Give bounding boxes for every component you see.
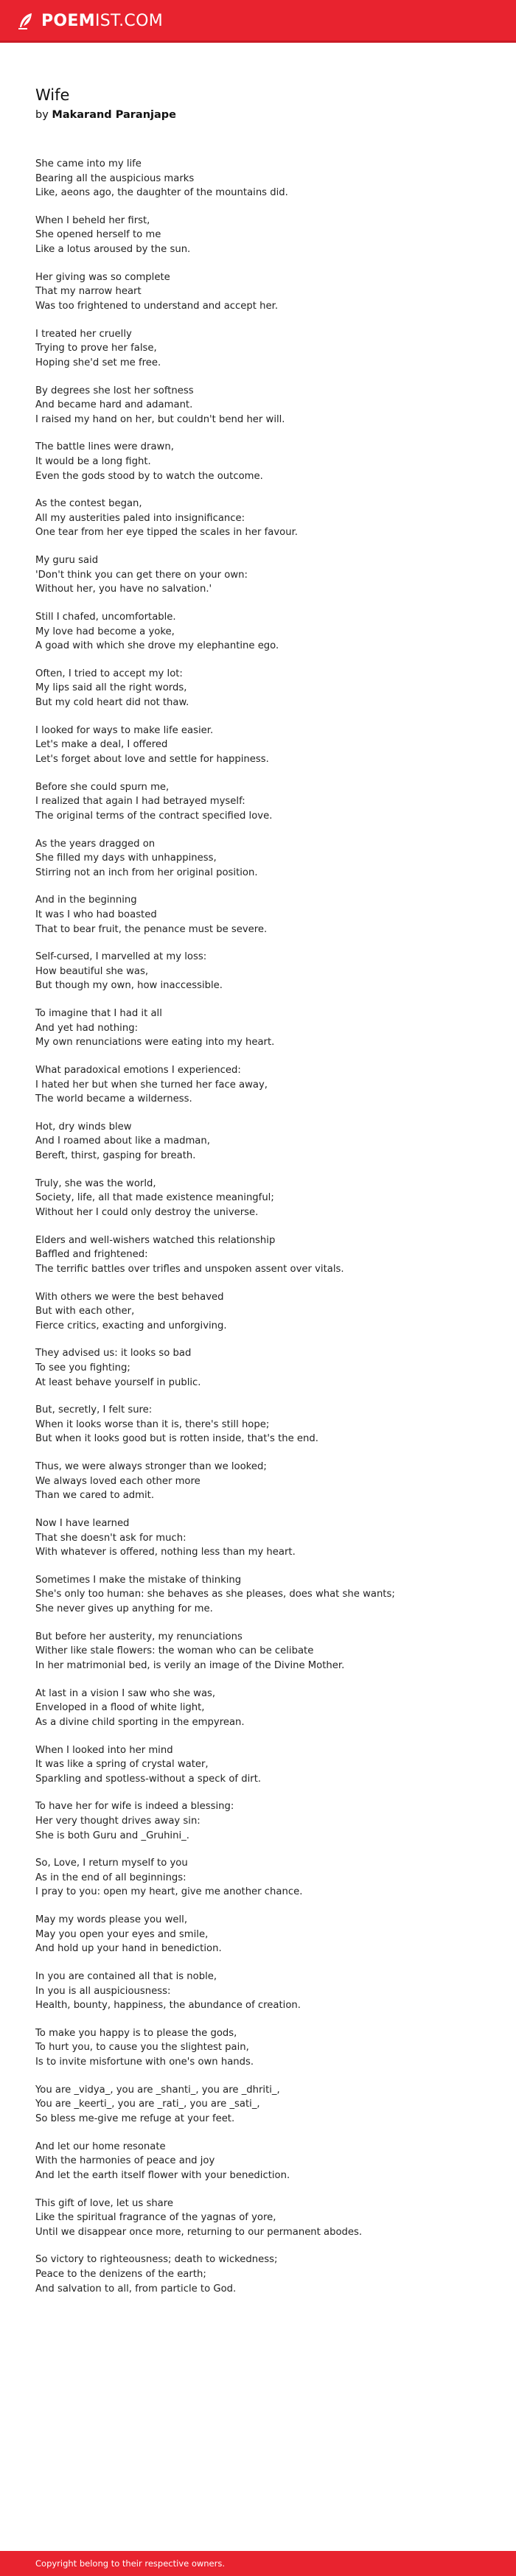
poem-line: Her giving was so complete (35, 271, 170, 283)
poem-line: Trying to prove her false, (35, 343, 157, 354)
poem-line: But my cold heart did not thaw. (35, 697, 189, 709)
stanza (35, 837, 492, 881)
poem-line: Without her, you have no salvation.' (35, 584, 212, 595)
poem-line: Even the gods stood by to watch the outcome. (35, 470, 263, 482)
poem-line: But though my own, how inaccessible. (35, 980, 223, 992)
poem-line: Than we cared to admit. (35, 1490, 155, 1502)
poem-line: My lips said all the right words, (35, 682, 187, 694)
poem-line: Her very thought drives away sin: (35, 1815, 201, 1827)
poem-line: Like a lotus aroused by the sun. (35, 244, 191, 256)
poem-line: To hurt you, to cause you the slightest pain, (35, 2042, 249, 2054)
brand-strong: POEM (41, 12, 95, 30)
poem-line: But when it looks good but is rotten inside, that's the end. (35, 1433, 318, 1445)
stanza (35, 780, 492, 824)
stanza (35, 610, 492, 654)
poem-line: So, Love, I return myself to you (35, 1858, 188, 1869)
poem-line: With others we were the best behaved (35, 1291, 224, 1303)
poem-line: Sparkling and spotless-without a speck of dirt. (35, 1773, 262, 1785)
poem-line: Elders and well-wishers watched this relationship (35, 1234, 276, 1246)
poem-line: Until we disappear once more, returning to our permanent abodes. (35, 2226, 363, 2238)
site-logo[interactable] (16, 11, 163, 32)
poem-line: It was I who had boasted (35, 909, 157, 920)
stanza (35, 950, 492, 993)
poem-line: Bearing all the auspicious marks (35, 172, 195, 184)
poem-line: Let's make a deal, I offered (35, 739, 168, 751)
stanza (35, 1799, 492, 1843)
poem-line: By degrees she lost her softness (35, 385, 194, 396)
poem-line: Still I chafed, uncomfortable. (35, 612, 176, 623)
byline-prefix: by (35, 109, 49, 121)
poem-line: In her matrimonial bed, is verily an image of the Divine Mother. (35, 1659, 345, 1671)
poem-line: Sometimes I make the mistake of thinking (35, 1574, 242, 1586)
poem-line: In you are contained all that is noble, (35, 1971, 217, 1982)
stanza (35, 1516, 492, 1560)
poem-line: So bless me-give me refuge at your feet. (35, 2113, 235, 2124)
poem-line: It would be a long fight. (35, 455, 151, 467)
poem-line: Society, life, all that made existence meaningful; (35, 1192, 274, 1204)
poem-line: You are _vidya_, you are _shanti_, you are _dhriti_, (35, 2084, 280, 2096)
poem-line: She never gives up anything for me. (35, 1603, 213, 1615)
copyright-notice: Copyright belong to their respective owners. (35, 2558, 226, 2569)
stanza (35, 157, 492, 200)
poem-line: This gift of love, let us share (35, 2197, 174, 2209)
stanza (35, 1687, 492, 1730)
poem-line: May my words please you well, (35, 1914, 188, 1926)
poem-line: Truly, she was the world, (35, 1177, 156, 1189)
poem-line: And in the beginning (35, 895, 137, 906)
poem-line: With whatever is offered, nothing less than my heart. (35, 1547, 296, 1558)
stanza (35, 270, 492, 314)
poem-line: And let our home resonate (35, 2141, 166, 2152)
poem-line: All my austerities paled into insignificance: (35, 512, 245, 524)
stanza (35, 2197, 492, 2240)
poem-line: Hot, dry winds blew (35, 1121, 132, 1133)
poem-body (35, 157, 492, 2309)
poem-line: I pray to you: open my heart, give me another chance. (35, 1886, 303, 1898)
poem-line: The world became a wilderness. (35, 1093, 192, 1105)
poem-line: May you open your eyes and smile, (35, 1928, 209, 1940)
poem-line: My own renunciations were eating into my heart. (35, 1037, 275, 1049)
poem-line: Fierce critics, exacting and unforgiving. (35, 1320, 227, 1331)
stanza (35, 1856, 492, 1900)
poem-line: That to bear fruit, the penance must be severe. (35, 923, 268, 935)
poem-line: Is to invite misfortune with one's own hands. (35, 2057, 254, 2068)
poem-line: You are _keerti_, you are _rati_, you are _sati_, (35, 2099, 260, 2110)
poem-line: To see you fighting; (35, 1362, 130, 1373)
site-header (0, 0, 516, 43)
stanza (35, 724, 492, 767)
stanza (35, 2140, 492, 2183)
poem-line: One tear from her eye tipped the scales in her favour. (35, 527, 298, 539)
poem-line: I hated her but when she turned her face away, (35, 1079, 268, 1091)
poem-line: As in the end of all beginnings: (35, 1872, 186, 1883)
stanza (35, 1743, 492, 1787)
poem-line: In you is all auspiciousness: (35, 1985, 171, 1997)
poem-line: And salvation to all, from particle to God. (35, 2283, 237, 2295)
poem-line: At least behave yourself in public. (35, 1376, 201, 1388)
stanza (35, 2026, 492, 2070)
poem-line: Peace to the denizens of the earth; (35, 2268, 206, 2280)
poem-line: Now I have learned (35, 1518, 130, 1529)
poem-line: I treated her cruelly (35, 328, 132, 340)
stanza (35, 1403, 492, 1446)
poem-line: Health, bounty, happiness, the abundance of creation. (35, 2000, 301, 2012)
poem-line: My guru said (35, 555, 99, 567)
poem-line: That she doesn't ask for much: (35, 1532, 186, 1544)
poem-line: My love had become a yoke, (35, 626, 175, 637)
stanza (35, 214, 492, 257)
poem-line: Wither like stale flowers: the woman who can be celibate (35, 1645, 314, 1657)
poem-title: Wife (35, 86, 70, 104)
poem-line: How beautiful she was, (35, 965, 149, 977)
poem-line: The terrific battles over trifles and unspoken assent over vitals. (35, 1263, 344, 1275)
stanza (35, 1063, 492, 1107)
poem-line: At last in a vision I saw who she was, (35, 1687, 216, 1699)
stanza (35, 440, 492, 483)
brand-light: IST.COM (94, 12, 163, 30)
stanza (35, 2083, 492, 2127)
poem-line: As the contest began, (35, 498, 142, 510)
poem-line: She filled my days with unhappiness, (35, 853, 217, 864)
poem-line: And became hard and adamant. (35, 399, 193, 411)
stanza (35, 667, 492, 710)
stanza (35, 1346, 492, 1390)
poem-line: Like the spiritual fragrance of the yagnas of yore, (35, 2212, 276, 2224)
stanza (35, 553, 492, 597)
poem-line: But, secretly, I felt sure: (35, 1404, 153, 1416)
stanza (35, 1233, 492, 1277)
poem-line: A goad with which she drove my elephantine ego. (35, 640, 279, 652)
poem-line: She opened herself to me (35, 229, 161, 241)
poem-line: Baffled and frightened: (35, 1249, 148, 1261)
stanza (35, 1630, 492, 1673)
poem-line: She's only too human: she behaves as she pleases, does what she wants; (35, 1589, 395, 1600)
poem-line: With the harmonies of peace and joy (35, 2155, 215, 2167)
poem-line: Let's forget about love and settle for happiness. (35, 753, 269, 765)
poem-line: Stirring not an inch from her original position. (35, 867, 258, 878)
stanza (35, 1913, 492, 1956)
stanza (35, 1573, 492, 1617)
poem-line: Like, aeons ago, the daughter of the mountains did. (35, 187, 288, 199)
poem-line: Self-cursed, I marvelled at my loss: (35, 951, 207, 963)
stanza (35, 384, 492, 427)
poem-line: As the years dragged on (35, 838, 156, 850)
poem-line: Bereft, thirst, gasping for breath. (35, 1150, 196, 1162)
poem-line: And let the earth itself flower with your benediction. (35, 2169, 290, 2181)
stanza (35, 497, 492, 540)
poem-line: And yet had nothing: (35, 1022, 139, 1034)
poem-line: When I beheld her first, (35, 214, 150, 226)
poem-line: I realized that again I had betrayed myself: (35, 796, 245, 808)
poem-line: So victory to righteousness; death to wickedness; (35, 2254, 278, 2266)
poem-line: And hold up your hand in benediction. (35, 1943, 222, 1955)
poem-line: I raised my hand on her, but couldn't bend her will. (35, 413, 285, 425)
poem-line: It was like a spring of crystal water, (35, 1759, 209, 1771)
site-footer (0, 2551, 516, 2576)
poem-line: As a divine child sporting in the empyrean. (35, 1716, 245, 1728)
poem-line: Hoping she'd set me free. (35, 357, 161, 368)
poem-line: They advised us: it looks so bad (35, 1348, 192, 1359)
stanza (35, 1177, 492, 1220)
poem-line: To have her for wife is indeed a blessing: (35, 1801, 234, 1813)
poem-line: But before her austerity, my renunciations (35, 1631, 243, 1642)
stanza (35, 1970, 492, 2013)
stanza (35, 1120, 492, 1163)
poem-line: We always loved each other more (35, 1475, 201, 1487)
poem-line: That my narrow heart (35, 286, 142, 298)
poem-line: What paradoxical emotions I experienced: (35, 1065, 241, 1076)
poem-line: When I looked into her mind (35, 1744, 173, 1756)
byline (35, 108, 176, 122)
poem-line: She is both Guru and _Gruhini_. (35, 1830, 189, 1841)
poem-line: To make you happy is to please the gods, (35, 2027, 237, 2039)
author-link[interactable]: Makarand Paranjape (52, 109, 176, 121)
poem-line: Without her I could only destroy the universe. (35, 1206, 259, 1218)
poem-line: And I roamed about like a madman, (35, 1135, 210, 1147)
poem-line: Enveloped in a flood of white light, (35, 1702, 205, 1714)
poem-line: The battle lines were drawn, (35, 441, 174, 453)
poem-line: Was too frightened to understand and accept her. (35, 300, 279, 312)
poem-line: Often, I tried to accept my lot: (35, 668, 183, 679)
poem-line: When it looks worse than it is, there's still hope; (35, 1418, 270, 1430)
stanza (35, 327, 492, 371)
stanza (35, 1460, 492, 1503)
stanza (35, 2253, 492, 2296)
poem-line: 'Don't think you can get there on your own: (35, 569, 248, 581)
poem-line: I looked for ways to make life easier. (35, 724, 214, 736)
poem-line: But with each other, (35, 1306, 135, 1317)
poem-line: Before she could spurn me, (35, 781, 170, 793)
stanza (35, 1290, 492, 1334)
stanza (35, 893, 492, 937)
poem-line: She came into my life (35, 158, 142, 169)
quill-logo-icon (16, 12, 35, 31)
stanza (35, 1007, 492, 1050)
brand-name (41, 11, 163, 32)
poem-line: The original terms of the contract specified love. (35, 810, 273, 822)
poem-line: Thus, we were always stronger than we looked; (35, 1461, 267, 1473)
poem-line: To imagine that I had it all (35, 1008, 162, 1020)
